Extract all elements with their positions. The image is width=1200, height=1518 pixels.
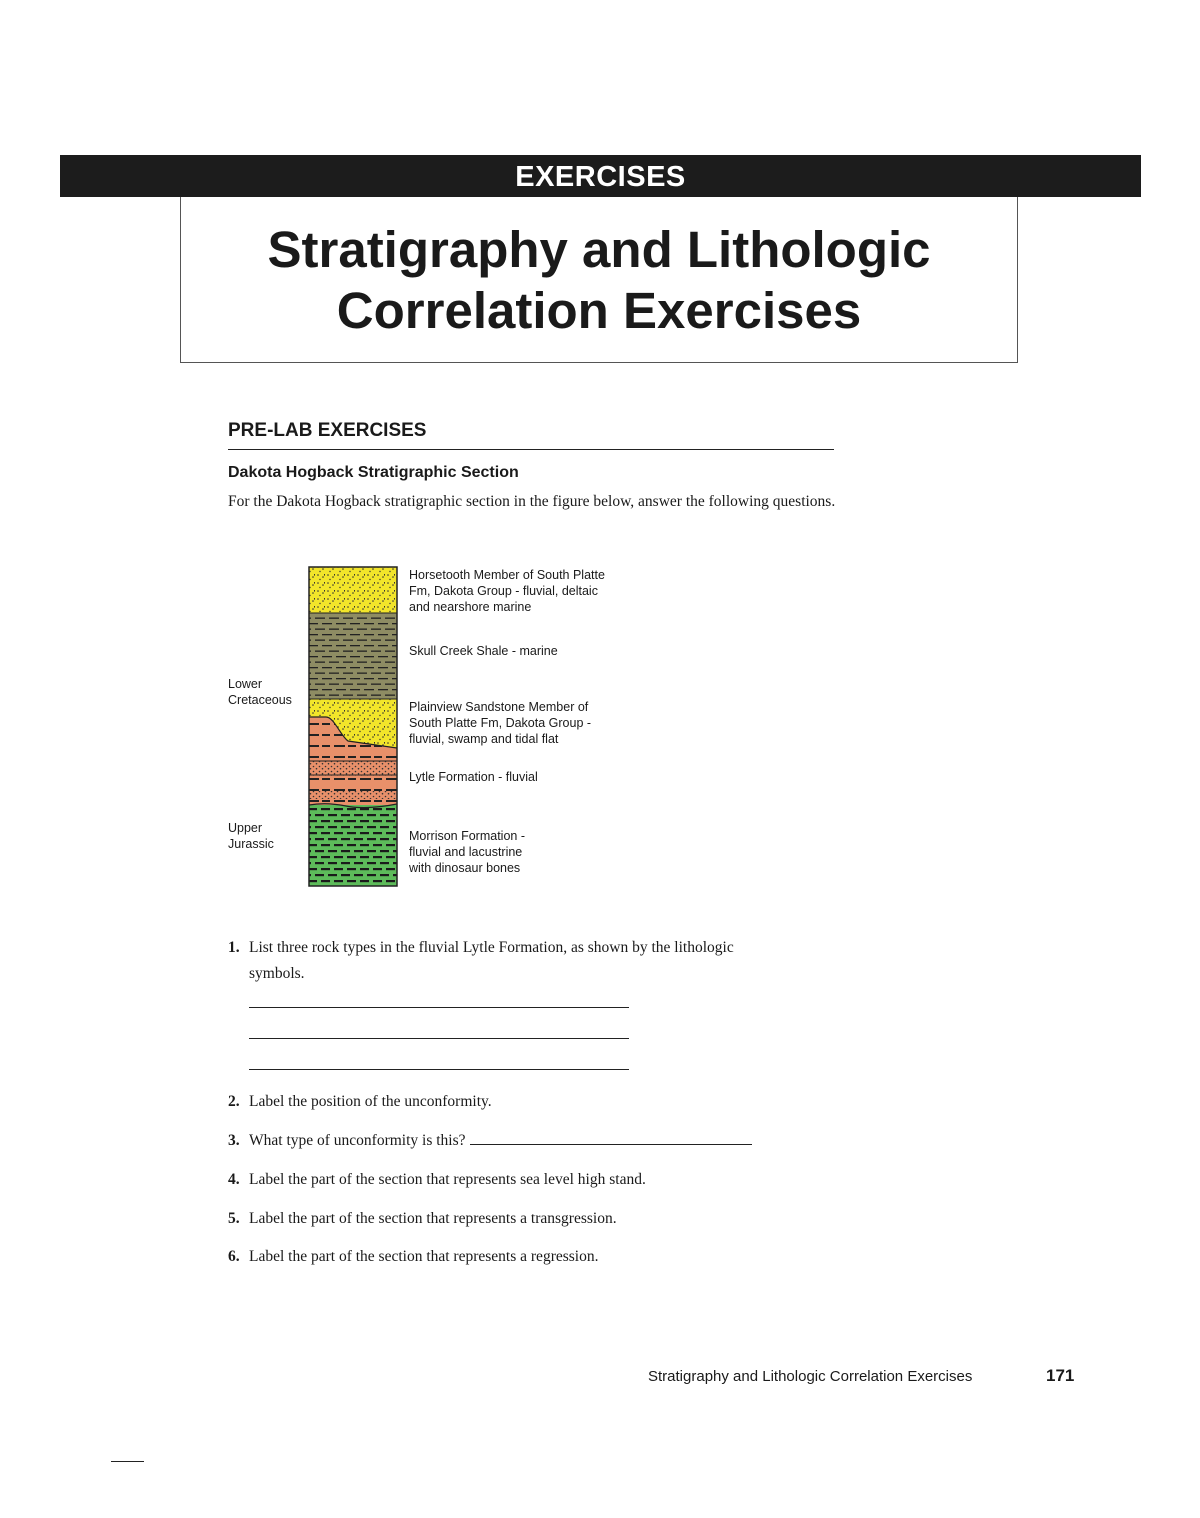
question-6: 6. Label the part of the section that represents a regression. — [228, 1248, 599, 1265]
skull-creek-shale-layer — [309, 613, 397, 699]
footer-title: Stratigraphy and Lithologic Correlation Exercises — [648, 1368, 973, 1385]
title-box — [180, 197, 1018, 363]
unit-label-horsetooth: Horsetooth Member of South Platte Fm, Dakota Group - fluvial, deltaic and nearshore marine — [409, 568, 605, 614]
question-4: 4. Label the part of the section that represents sea level high stand. — [228, 1171, 646, 1188]
answer-line-1c[interactable] — [249, 1069, 629, 1070]
stratigraphic-column — [306, 565, 400, 889]
lytle-conglomerate-band — [309, 760, 397, 776]
question-1: 1. List three rock types in the fluvial Lytle Formation, as shown by the lithologic symbols. — [228, 939, 734, 982]
sub-heading: Dakota Hogback Stratigraphic Section — [228, 464, 519, 481]
question-3: 3. What type of unconformity is this? — [228, 1128, 752, 1154]
question-5: 5. Label the part of the section that represents a transgression. — [228, 1210, 617, 1227]
page-title — [181, 219, 1017, 341]
exercises-banner: EXERCISES — [60, 155, 1141, 197]
unit-label-lytle: Lytle Formation - fluvial — [409, 770, 538, 784]
answer-line-1a[interactable] — [249, 1007, 629, 1008]
answer-line-3[interactable] — [470, 1130, 752, 1145]
page-number: 171 — [1046, 1366, 1075, 1385]
answer-line-1b[interactable] — [249, 1038, 629, 1039]
horsetooth-sandstone-layer — [309, 567, 397, 613]
intro-text: For the Dakota Hogback stratigraphic section in the figure below, answer the following questions. — [228, 493, 836, 510]
unit-label-morrison: Morrison Formation - fluvial and lacustrine with dinosaur bones — [409, 829, 525, 875]
title-line-2: Correlation Exercises — [336, 282, 862, 339]
section-heading: PRE-LAB EXERCISES — [228, 420, 427, 441]
corner-mark — [111, 1461, 144, 1462]
morrison-formation-layer — [309, 805, 397, 886]
heading-rule — [228, 449, 834, 450]
question-2: 2. Label the position of the unconformity. — [228, 1093, 492, 1110]
unit-label-skull-creek: Skull Creek Shale - marine — [409, 644, 558, 658]
period-label-lower-cretaceous: Lower Cretaceous — [228, 677, 292, 707]
unit-label-plainview: Plainview Sandstone Member of South Platte Fm, Dakota Group - fluvial, swamp and tidal flat — [409, 700, 592, 746]
period-label-upper-jurassic: Upper Jurassic — [228, 821, 274, 851]
title-line-1: Stratigraphy and Lithologic — [267, 221, 931, 278]
